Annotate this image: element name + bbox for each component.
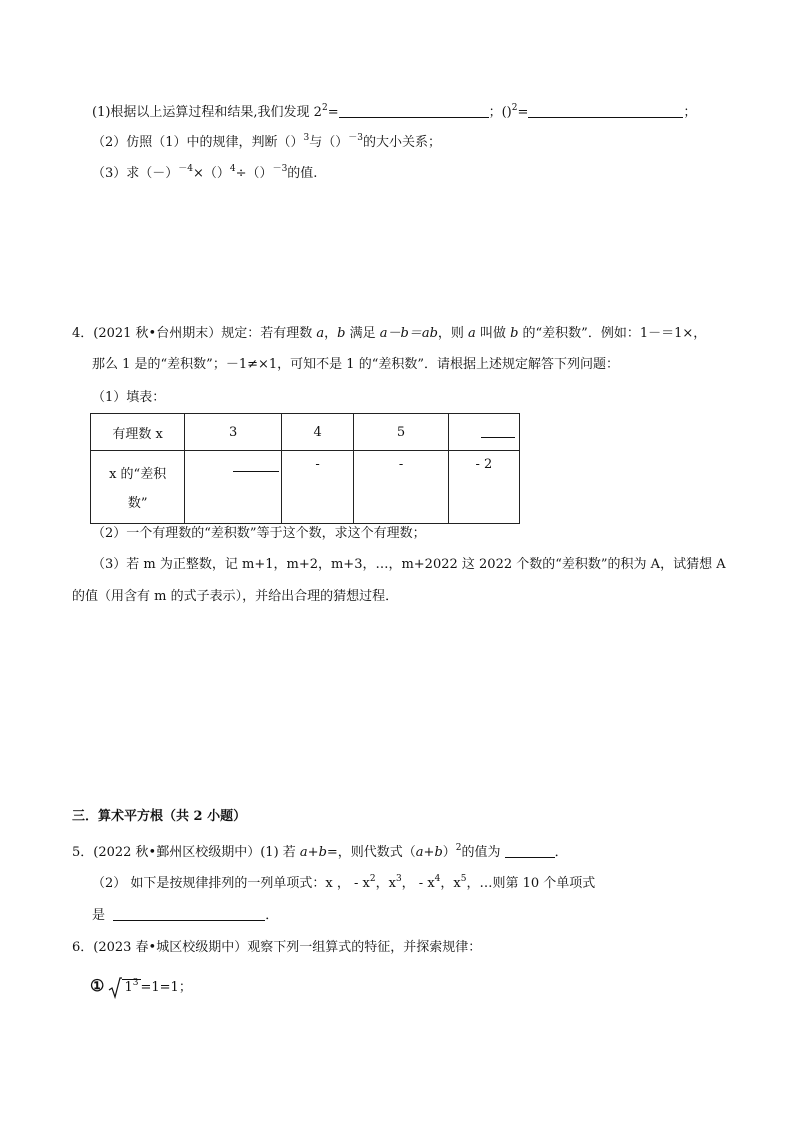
q4-sub1: （1）填表：: [92, 390, 166, 405]
q5-line2: [92, 875, 595, 893]
q5-line2-e: ，…则第 10 个单项式: [466, 876, 596, 891]
q3-p1-exp2: 2: [511, 103, 518, 113]
table-header-cell: 有理数 x: [91, 414, 185, 451]
q3-p3-exp3: －3: [272, 164, 288, 174]
table-row: [91, 451, 520, 524]
table-cell: - 2: [448, 451, 519, 524]
q5-e2: 2: [369, 874, 376, 884]
table-blank-3[interactable]: [233, 457, 279, 472]
q3-p3-exp1: －4: [178, 164, 194, 174]
q5-line2-c: ， - x: [401, 876, 435, 891]
q5-line1: [72, 843, 568, 862]
q4-var-b-2: b: [510, 326, 519, 341]
q5-line2-b: ，x: [375, 876, 396, 891]
q4-var-a: a: [316, 326, 325, 341]
q4-fill-table: [90, 413, 520, 524]
q3-p2-b: 与（）: [309, 135, 349, 150]
q3-p2-c: 的大小关系；: [363, 135, 442, 150]
q5-exp: 2: [455, 843, 462, 853]
q4-line1-d: 叫做: [475, 326, 511, 341]
q3-p1-end: ；: [683, 105, 697, 120]
q5-blank-1[interactable]: [505, 843, 555, 858]
table-cell-blank[interactable]: [448, 414, 519, 451]
table-cell: -: [281, 451, 353, 524]
table-cell: 3: [185, 414, 282, 451]
q3-p1-eq2: =: [517, 105, 529, 120]
q4-sub2: （2）一个有理数的“差积数”等于这个数，求这个有理数；: [92, 526, 426, 541]
q3-p3-c: ÷（）: [235, 166, 273, 181]
section-title: 三．算术平方根（共 2 小题）: [72, 809, 247, 824]
row2-header-b: 数”: [127, 496, 148, 511]
q5-e3: 3: [395, 874, 402, 884]
table-cell: 4: [281, 414, 353, 451]
q5-line1-b: =，则代数式（: [326, 845, 416, 860]
table-row: [91, 414, 520, 451]
sqrt-radical-icon: [108, 976, 122, 1000]
q5-e4: 4: [434, 874, 441, 884]
table-cell-blank[interactable]: [185, 451, 282, 524]
q3-part1: [92, 103, 696, 122]
q4-line1-e: 的“差积数”．例如：1－＝1×，: [518, 326, 707, 341]
q3-p1-text: (1)根据以上运算过程和结果,我们发现 2: [92, 105, 322, 120]
q3-p1-exp: 2: [321, 103, 328, 113]
q5-line3: [92, 906, 278, 925]
q5-expr2: a+b: [415, 845, 443, 860]
q6-line1: 6．(2023 春•城区校级期中）观察下列一组算式的特征，并探索规律：: [72, 940, 482, 955]
q5-line3-end: ．: [265, 908, 279, 923]
q4-sub3-a: （3）若 m 为正整数，记 m+1，m+2，m+3，…，m+2022 这 2022 个数的“差积数”的积为 A，试猜想 A: [92, 557, 726, 572]
q5-e5: 5: [460, 874, 467, 884]
q3-p3-b: ×（）: [193, 166, 230, 181]
q3-p2-a: （2）仿照（1）中的规律，判断（）: [92, 135, 304, 150]
q3-p3-a: （3）求（－）: [92, 166, 179, 181]
q6-circled-number: ①: [90, 976, 105, 995]
q4-line1-c: ，则: [437, 326, 469, 341]
q5-expr: a+b: [299, 845, 327, 860]
q5-blank-2[interactable]: [113, 906, 265, 921]
q4-var-b: b: [337, 326, 346, 341]
q3-part2: [92, 134, 441, 152]
q3-blank-1[interactable]: [339, 103, 489, 118]
table-blank-x[interactable]: [481, 423, 515, 438]
q6-formula-rest: =1=1；: [140, 980, 192, 995]
q5-line1-c: ）: [442, 845, 456, 860]
q5-line1-end: ．: [554, 845, 568, 860]
rad-exp: 3: [132, 978, 139, 988]
q4-line2: 那么 1 是的“差积数”；－1≠×1，可知不是 1 的“差积数”．请根据上述规定解答下列问题：: [92, 357, 619, 372]
q3-part3: [92, 165, 317, 183]
q4-var-a-2: a: [468, 326, 476, 341]
q3-p1-eq: =: [327, 105, 339, 120]
table-header-cell: [91, 451, 185, 524]
q3-p2-exp2: －3: [348, 133, 364, 143]
q5-line1-d: 的值为: [461, 845, 501, 860]
q3-blank-2[interactable]: [528, 103, 683, 118]
q4-line1-b: 满足: [345, 326, 380, 341]
q5-line2-a: （2） 如下是按规律排列的一列单项式：x ， - x: [92, 876, 370, 891]
q4-line1: [72, 325, 706, 343]
q3-p3-d: 的值.: [287, 166, 318, 181]
sqrt-radicand: [122, 979, 140, 996]
q5-line1-a: 5．(2022 秋•鄞州区校级期中）(1) 若: [72, 845, 300, 860]
row2-header-a: x 的“差积: [109, 467, 167, 482]
q4-expr1: a－b＝ab: [379, 326, 438, 341]
q5-line3-a: 是: [92, 908, 106, 923]
rad-base: 1: [124, 980, 133, 995]
q6-formula-1: [90, 973, 192, 999]
table-cell: -: [354, 451, 449, 524]
q4-comma: ，: [324, 326, 338, 341]
q3-p3-exp2: 4: [229, 164, 236, 174]
table-cell: 5: [354, 414, 449, 451]
q3-p1-sep: ；(): [488, 105, 512, 120]
q4-line1-a: 4．(2021 秋•台州期末）规定：若有理数: [72, 326, 317, 341]
q4-sub3-b: 的值（用含有 m 的式子表示），并给出合理的猜想过程．: [72, 589, 399, 604]
q5-line2-d: ，x: [440, 876, 461, 891]
q3-p2-exp1: 3: [303, 133, 310, 143]
